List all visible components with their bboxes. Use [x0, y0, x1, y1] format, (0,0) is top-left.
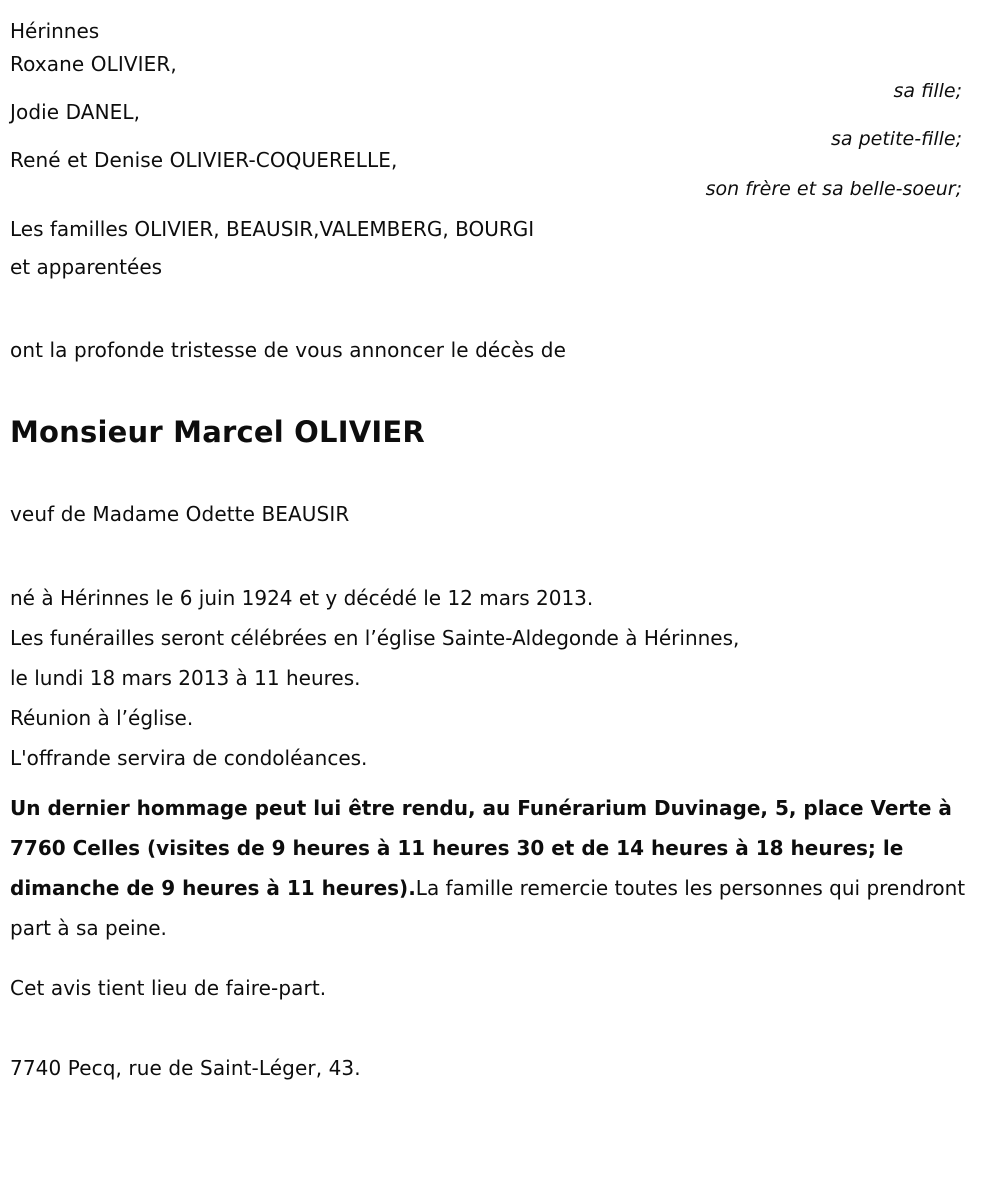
relation-label: sa petite-fille; [831, 128, 962, 150]
announcement-text: ont la profonde tristesse de vous annoncer le décès de [10, 338, 566, 362]
spouse-line: veuf de Madame Odette BEAUSIR [10, 502, 350, 526]
person-name: René et Denise OLIVIER-COQUERELLE, [10, 148, 398, 172]
family-relations-list [10, 50, 976, 200]
deceased-name-heading: Monsieur Marcel OLIVIER [10, 415, 425, 449]
locality-header: Hérinnes [10, 19, 100, 43]
address-line: 7740 Pecq, rue de Saint-Léger, 43. [10, 1056, 361, 1080]
hommage-paragraph [10, 788, 976, 948]
person-name: Jodie DANEL, [10, 100, 141, 124]
hommage-regular-text: La famille remercie toutes les personnes qui prendront part à sa peine. [10, 876, 966, 940]
person-name: Roxane OLIVIER, [10, 52, 177, 76]
gathering-line: Réunion à l’église. [10, 706, 194, 730]
closing-line: Cet avis tient lieu de faire-part. [10, 976, 327, 1000]
birth-death-line: né à Hérinnes le 6 juin 1924 et y décédé le 12 mars 2013. [10, 586, 594, 610]
relation-row [10, 98, 976, 150]
relation-label: sa fille; [893, 80, 962, 102]
offering-line: L'offrande servira de condoléances. [10, 746, 368, 770]
relation-label: son frère et sa belle-soeur; [705, 178, 962, 200]
families-line-2: et apparentées [10, 255, 163, 279]
relation-row [10, 146, 976, 200]
families-block [10, 210, 976, 286]
relation-row [10, 50, 976, 102]
hommage-bold-text: Un dernier hommage peut lui être rendu, au Funérarium Duvinage, 5, place Verte à 7760 Celles (visites de 9 heures à 11 heures 30 et de 14 heures à 18 heures; le dimanche de 9 heures à 11 heures). [10, 796, 952, 900]
funeral-line-1: Les funérailles seront célébrées en l’église Sainte-Aldegonde à Hérinnes, [10, 626, 740, 650]
funeral-details-block [10, 578, 976, 778]
families-line-1: Les familles OLIVIER, BEAUSIR,VALEMBERG, BOURGI [10, 217, 535, 241]
funeral-line-2: le lundi 18 mars 2013 à 11 heures. [10, 666, 361, 690]
